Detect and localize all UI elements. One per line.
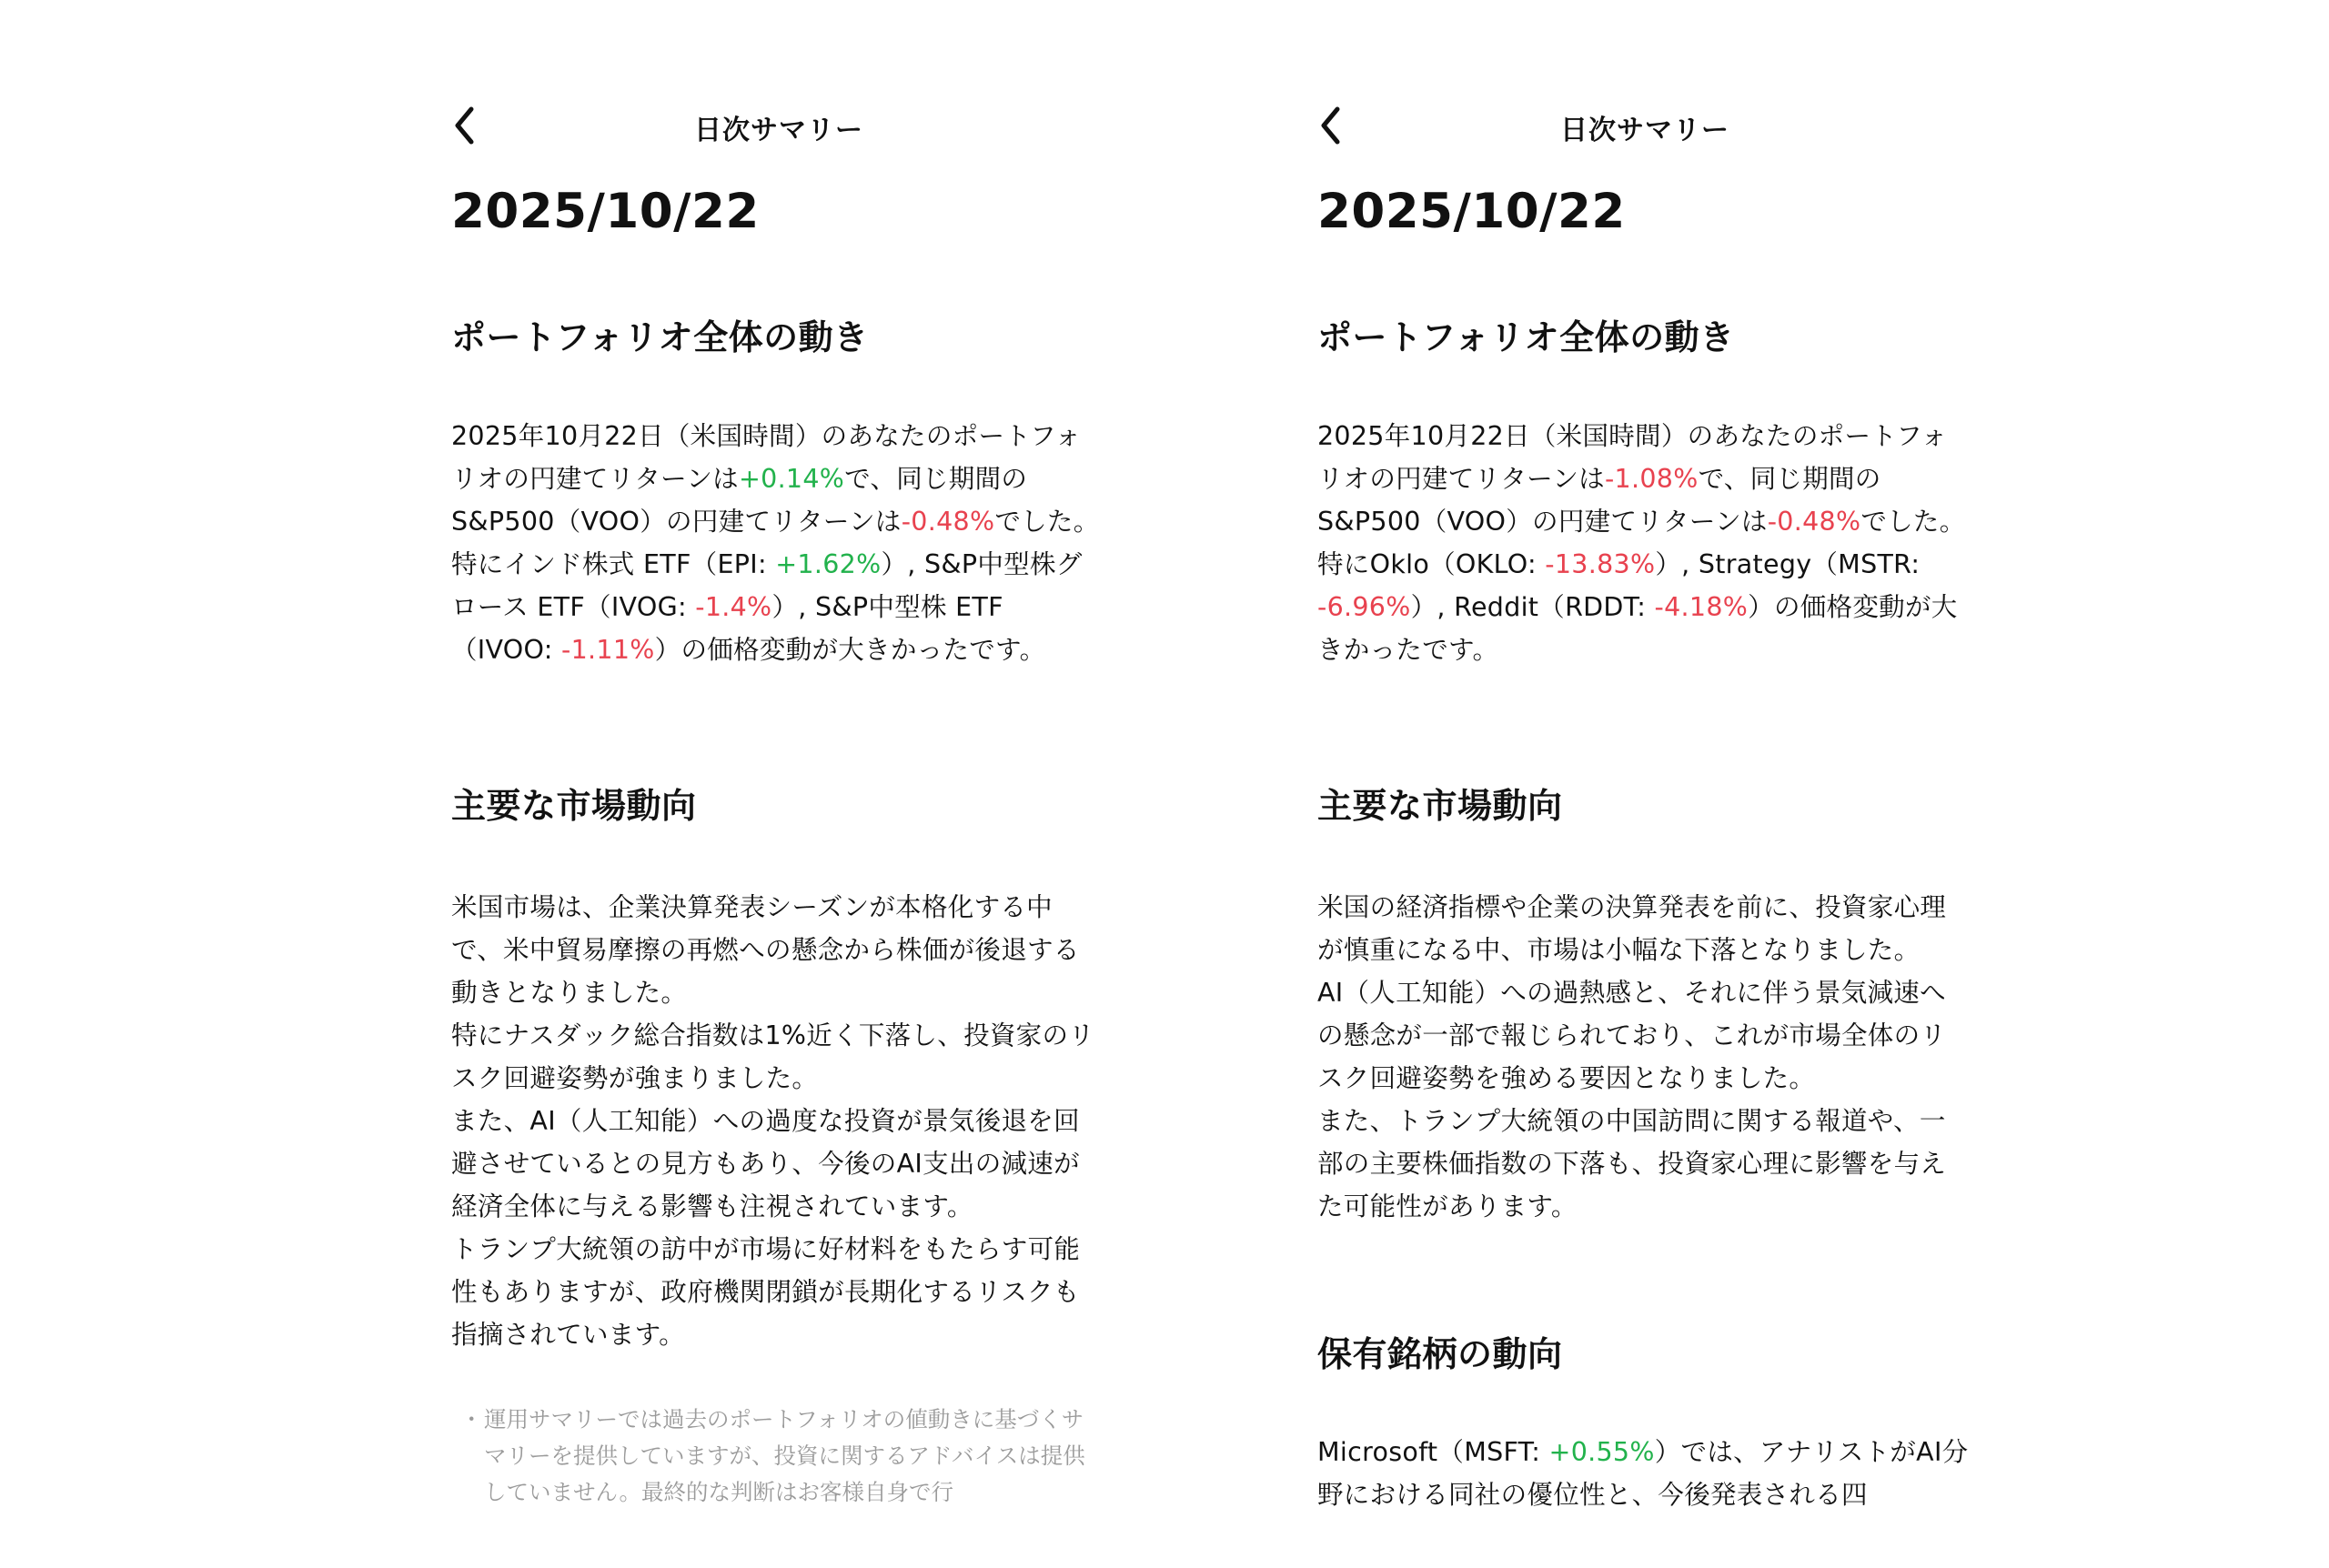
voo-return-value: -0.48% — [1767, 507, 1861, 537]
holdings-text: Microsoft（MSFT: +0.55%）では、アナリストがAI分野における同社の優位性と、今後発表される四 — [1317, 1437, 1969, 1510]
voo-return-value: -0.48% — [901, 507, 995, 537]
market-text: 米国の経済指標や企業の決算発表を前に、投資家心理が慎重になる中、市場は小幅な下落となりました。 AI（人工知能）への過熱感と、それに伴う景気減速への懸念が一部で報じられており、これが市場全体のリスク回避姿勢を強める要因となりました。 また、トランプ大統領の中国訪問に関する報道や、一部の主要株価指数の下落も、投資家心理に影響を与えた可能性があります。 — [1317, 892, 1947, 1221]
portfolio-text — [451, 415, 1103, 671]
summary-date: 2025/10/22 — [451, 184, 760, 239]
mover-value-2: -1.4% — [695, 592, 772, 622]
header — [451, 100, 1106, 155]
portfolio-return-value: -1.08% — [1604, 464, 1699, 494]
top-movers-line: 特にOklo（OKLO: -13.83%）, Strategy（MSTR: -6.96%）, Reddit（RDDT: -4.18%）の価格変動が大きかったです。 — [1317, 549, 1958, 665]
portfolio-return-line: 2025年10月22日（米国時間）のあなたのポートフォリオの円建てリターンは+0.14%で、同じ期間のS&P500（VOO）の円建てリターンは-0.48%でした。 — [451, 421, 1100, 537]
holding-value-msft: +0.55% — [1548, 1437, 1655, 1467]
daily-summary-screen-left — [451, 0, 1106, 1568]
portfolio-return-value: +0.14% — [738, 464, 845, 494]
mover-value-3: -4.18% — [1654, 592, 1749, 622]
disclaimer: ・ 運用サマリーでは過去のポートフォリオの値動きに基づくサマリーを提供していますが、投資に関するアドバイスは提供していません。最終的な判断はお客様自身で行 — [460, 1402, 1103, 1511]
top-movers-line: 特にインド株式 ETF（EPI: +1.62%）, S&P中型株グロース ETF（IVOG: -1.4%）, S&P中型株 ETF（IVOO: -1.11%）の価格変動が大きかったです。 — [451, 549, 1083, 665]
summary-date: 2025/10/22 — [1317, 184, 1626, 239]
mover-value-3: -1.11% — [561, 635, 655, 665]
daily-summary-screen-right — [1317, 0, 1972, 1568]
mover-value-1: +1.62% — [775, 549, 882, 579]
header-title: 日次サマリー — [694, 115, 863, 146]
header — [1317, 100, 1972, 155]
market-text: 米国市場は、企業決算発表シーズンが本格化する中で、米中貿易摩擦の再燃への懸念から株価が後退する動きとなりました。 特にナスダック総合指数は1%近く下落し、投資家のリスク回避姿勢が強まりました。 また、AI（人工知能）への過度な投資が景気後退を回避させているとの見方もあり、今後のAI支出の減速が経済全体に与える影響も注視されています。 トランプ大統領の訪中が市場に好材料をもたらす可能性もありますが、政府機関閉鎖が長期化するリスクも指摘されています。 — [451, 892, 1095, 1350]
portfolio-return-line: 2025年10月22日（米国時間）のあなたのポートフォリオの円建てリターンは-1.08%で、同じ期間のS&P500（VOO）の円建てリターンは-0.48%でした。 — [1317, 421, 1966, 537]
mover-value-2: -6.96% — [1317, 592, 1411, 622]
disclaimer-text: 運用サマリーでは過去のポートフォリオの値動きに基づくサマリーを提供していますが、投資に関するアドバイスは提供していません。最終的な判断はお客様自身で行 — [484, 1406, 1085, 1505]
mover-value-1: -13.83% — [1545, 549, 1656, 579]
market-heading: 主要な市場動向 — [1317, 786, 1563, 826]
portfolio-text — [1317, 415, 1969, 671]
portfolio-heading: ポートフォリオ全体の動き — [451, 317, 869, 357]
market-heading: 主要な市場動向 — [451, 786, 697, 826]
portfolio-heading: ポートフォリオ全体の動き — [1317, 317, 1735, 357]
header-title: 日次サマリー — [1560, 115, 1729, 146]
holdings-heading: 保有銘柄の動向 — [1317, 1334, 1563, 1374]
